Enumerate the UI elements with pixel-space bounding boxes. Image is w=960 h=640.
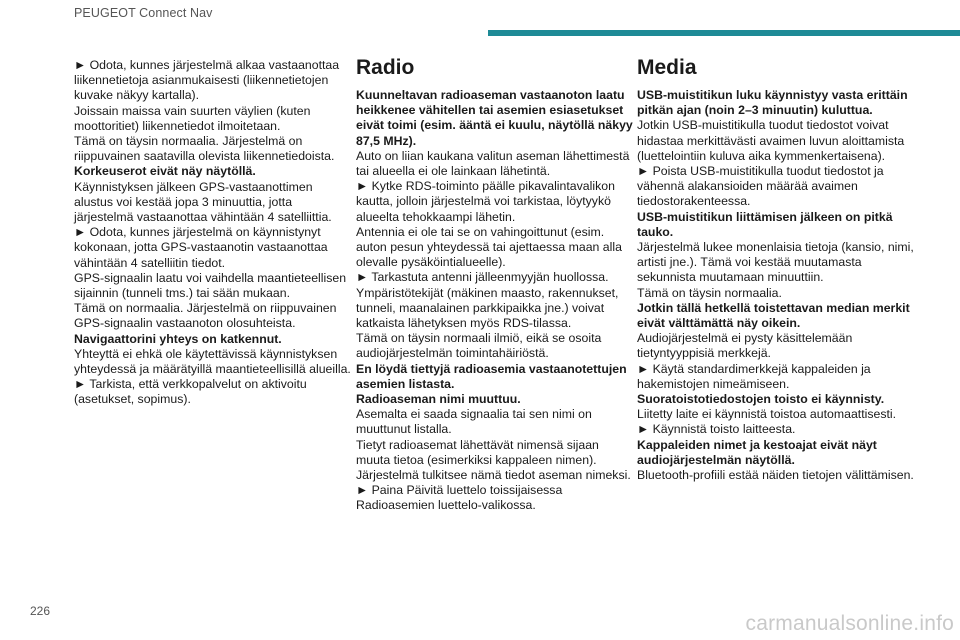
bold-question: Radioaseman nimi muuttuu. <box>356 392 521 407</box>
paragraph: Käynnistyksen jälkeen GPS-vastaanottimen alustus voi kestää jopa 3 minuuttia, jotta järjestelmä vastaanottaa vähintään 4 satelliittia. <box>74 179 332 225</box>
header-title: PEUGEOT Connect Nav <box>74 6 213 20</box>
paragraph: Yhteyttä ei ehkä ole käytettävissä käynnistyksen yhteydessä ja määrätyillä maantieteellisillä alueilla. <box>74 346 351 377</box>
paragraph: ► Käytä standardimerkkejä kappaleiden ja hakemistojen nimeämiseen. <box>637 361 871 391</box>
paragraph: Audiojärjestelmä ei pysty käsittelemään tietyntyyppisiä merkkejä. <box>637 331 853 361</box>
paragraph: ► Odota, kunnes järjestelmä on käynnistynyt kokonaan, jotta GPS-vastaanotin vastaanottaa vähintään 4 satelliitin tiedot. <box>74 225 328 270</box>
column-radio <box>356 56 636 514</box>
bold-question: USB-muistitikun liittämisen jälkeen on pitkä tauko. <box>637 209 893 239</box>
bold-question: Korkeuserot eivät näy näytöllä. <box>74 164 256 179</box>
paragraph: Bluetooth-profiili estää näiden tietojen välittämisen. <box>637 468 914 483</box>
paragraph: Jotkin USB-muistitikulla tuodut tiedostot voivat hidastaa merkittävästi avaimen luvun aloittamista (luettelointiin kuluva aika kymmenkertaisena). <box>637 118 905 163</box>
paragraph: ► Odota, kunnes järjestelmä alkaa vastaanottaa liikennetietoja asianmukaisesti (liikennetietojen kuvake näkyy kartalla). <box>74 58 340 103</box>
paragraph: Tämä on täysin normaalia. Järjestelmä on riippuvainen saatavilla olevista liikennetiedoista. <box>74 134 335 164</box>
paragraph: Tämä on normaalia. Järjestelmä on riippuvainen GPS-signaalin vastaanoton olosuhteista. <box>74 301 337 331</box>
paragraph: ► Kytke RDS-toiminto päälle pikavalintavalikon kautta, jolloin järjestelmä voi tarkistaa, löytyykö alueelta tehokkaampi lähetin. <box>356 179 615 224</box>
paragraph: Ympäristötekijät (mäkinen maasto, rakennukset, tunneli, maanalainen parkkipaikka jne.) voivat katkaista lähetyksen myös RDS-tilassa. <box>356 285 619 331</box>
paragraph: Tämä on täysin normaali ilmiö, eikä se osoita audiojärjestelmän toimintahäiriöstä. <box>356 331 602 361</box>
paragraph: Tämä on täysin normaalia. <box>637 285 782 300</box>
bold-question: Kuunneltavan radioaseman vastaanoton laatu heikkenee vähitellen tai asemien esiasetukset eivät toimi (esim. ääntä ei kuulu, näytöllä näkyy 87,5 MHz). <box>356 88 633 148</box>
paragraph: Auto on liian kaukana valitun aseman lähettimestä tai alueella ei ole lainkaan lähetintä. <box>356 148 630 179</box>
paragraph: Liitetty laite ei käynnistä toistoa automaattisesti. <box>637 407 897 422</box>
section-heading-media: Media <box>637 56 697 79</box>
paragraph: Joissain maissa vain suurten väylien (kuten moottoritiet) liikennetiedot ilmoitetaan. <box>74 103 311 133</box>
paragraph: GPS-signaalin laatu voi vaihdella maantieteellisen sijainnin (tunneli tms.) tai sään mukaan. <box>74 270 347 301</box>
paragraph: ► Tarkastuta antenni jälleenmyyjän huollossa. <box>356 270 609 285</box>
column-traffic-gps <box>74 58 354 408</box>
bold-question: Navigaattorini yhteys on katkennut. <box>74 331 282 346</box>
paragraph: Tietyt radioasemat lähettävät nimensä sijaan muuta tietoa (esimerkiksi kappaleen nimen). Järjestelmä tulkitsee nämä tiedot aseman nimeksi. <box>356 437 631 483</box>
paragraph: ► Tarkista, että verkkopalvelut on aktivoitu (asetukset, sopimus). <box>74 377 307 407</box>
bold-question: En löydä tiettyjä radioasemia vastaanotettujen asemien listasta. <box>356 361 627 391</box>
paragraph: Asemalta ei saada signaalia tai sen nimi on muuttunut listalla. <box>356 407 592 437</box>
section-heading-radio: Radio <box>356 56 415 79</box>
bold-question: USB-muistitikun luku käynnistyy vasta erittäin pitkän ajan (noin 2–3 minuutin) kuluttua. <box>637 88 908 118</box>
bold-question: Kappaleiden nimet ja kestoajat eivät näyt audiojärjestelmän näytöllä. <box>637 437 877 467</box>
column-media <box>637 56 917 483</box>
bold-question: Suoratoistotiedostojen toisto ei käynnisty. <box>637 392 885 407</box>
paragraph: Antennia ei ole tai se on vahingoittunut (esim. auton pesun yhteydessä tai ajettaessa maan alla olevalle pysäköintialueelle). <box>356 224 622 270</box>
paragraph: ► Käynnistä toisto laitteesta. <box>637 422 796 437</box>
header-accent-bar <box>488 30 960 36</box>
paragraph: ► Paina Päivitä luettelo toissijaisessa Radioasemien luettelo-valikossa. <box>356 483 563 513</box>
paragraph: Järjestelmä lukee monenlaisia tietoja (kansio, nimi, artisti jne.). Tämä voi kestää muutamasta sekunnista muutamaan minuuttiin. <box>637 240 914 285</box>
bold-question: Jotkin tällä hetkellä toistettavan median merkit eivät välttämättä näy oikein. <box>637 300 910 331</box>
paragraph: ► Poista USB-muistitikulla tuodut tiedostot ja vähennä alakansioiden määrää avaimen tiedostorakenteessa. <box>637 164 884 209</box>
watermark: carmanualsonline.info <box>745 612 954 635</box>
page-number: 226 <box>30 604 51 618</box>
